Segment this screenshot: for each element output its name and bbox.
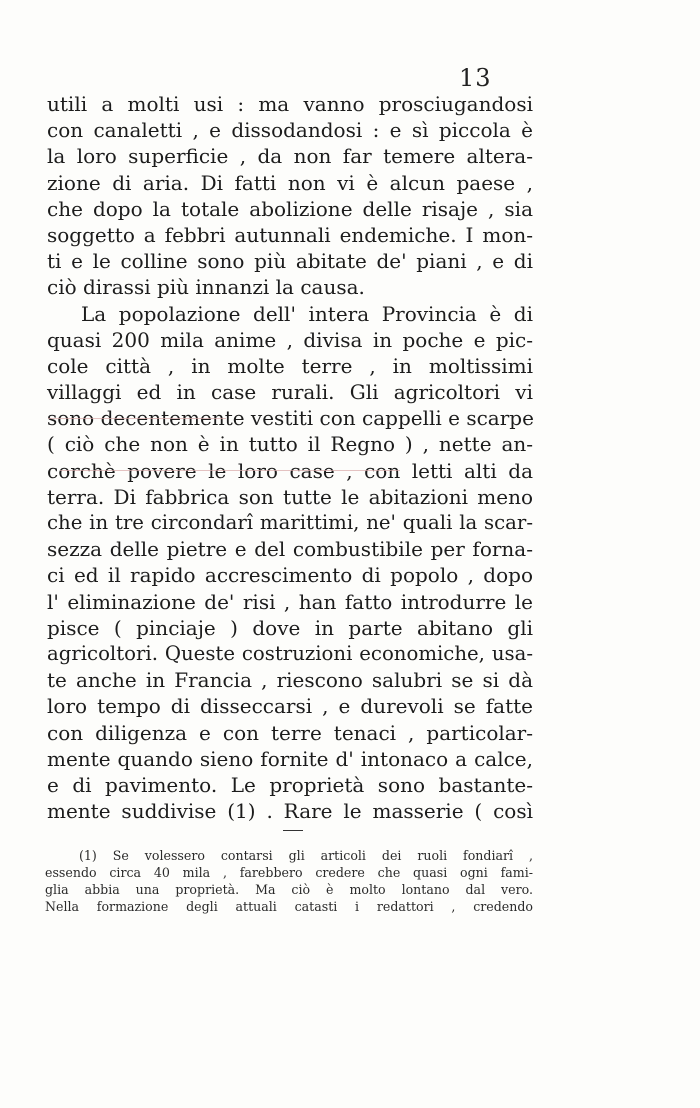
text-line: villaggi ed in case rurali. Gli agricoltori vi [47,380,533,405]
text-line: cole città , in molte terre , in moltissimi [47,353,533,378]
text-line: soggetto a febbri autunnali endemiche. I mon- [47,222,533,247]
text-line: quasi 200 mila anime , divisa in poche e pic- [47,327,533,352]
text-line: sono decentemente vestiti con cappelli e scarpe [47,406,534,431]
text-line: loro tempo di disseccarsi , e durevoli se fatte [47,694,533,719]
pencil-underline-mark [60,470,400,471]
footnote-line: Nella formazione degli attuali catasti i redattori , credendo [45,899,533,914]
text-line: la loro superficie , da non far temere altera- [47,144,533,169]
text-line: corchè povere le loro case , con letti alti da [47,458,533,483]
text-line: che dopo la totale abolizione delle risaje , sia [47,196,533,221]
text-line: l' eliminazione de' risi , han fatto introdurre le [47,589,533,614]
text-line: con diligenza e con terre tenaci , particolar- [47,720,533,745]
text-line: ciò dirassi più innanzi la causa. [47,275,365,300]
text-line: utili a molti usi : ma vanno prosciugandosi [47,92,533,116]
text-line: sezza delle pietre e del combustibile per forna- [47,537,533,562]
text-line: ti e le colline sono più abitate de' piani , e di [47,249,533,274]
text-line: mente suddivise (1) . Rare le masserie ( così [47,799,533,824]
pencil-underline-mark [48,418,226,419]
body-text [47,91,533,824]
footnote [45,847,533,915]
paragraph-start-line: La popolazione dell' intera Provincia è di [81,301,533,326]
text-line: agricoltori. Queste costruzioni economiche, usa- [47,641,533,665]
page-number: 13 [459,64,492,92]
text-line: te anche in Francia , riescono salubri se si dà [47,668,533,693]
text-line: zione di aria. Di fatti non vi è alcun paese , [47,170,533,195]
text-line: con canaletti , e dissodandosi : e sì piccola è [47,118,533,143]
text-line: ( ciò che non è in tutto il Regno ) , nette an- [47,432,533,457]
footnote-line: glia abbia una proprietà. Ma ciò è molto lontano dal vero. [45,882,533,897]
text-line: e di pavimento. Le proprietà sono bastante- [47,772,533,797]
footnote-line: essendo circa 40 mila , farebbero credere che quasi ogni fami- [45,865,533,880]
text-line: ci ed il rapido accrescimento di popolo , dopo [47,563,533,588]
text-line: terra. Di fabbrica son tutte le abitazioni meno [47,484,533,509]
footnote-divider [283,830,303,831]
text-line: pisce ( pinciaje ) dove in parte abitano gli [47,615,533,640]
text-line: mente quando sieno fornite d' intonaco a calce, [47,746,533,771]
footnote-line: (1) Se volessero contarsi gli articoli dei ruoli fondiarî , [79,848,533,863]
text-line: che in tre circondarî marittimi, ne' quali la scar- [47,511,533,534]
